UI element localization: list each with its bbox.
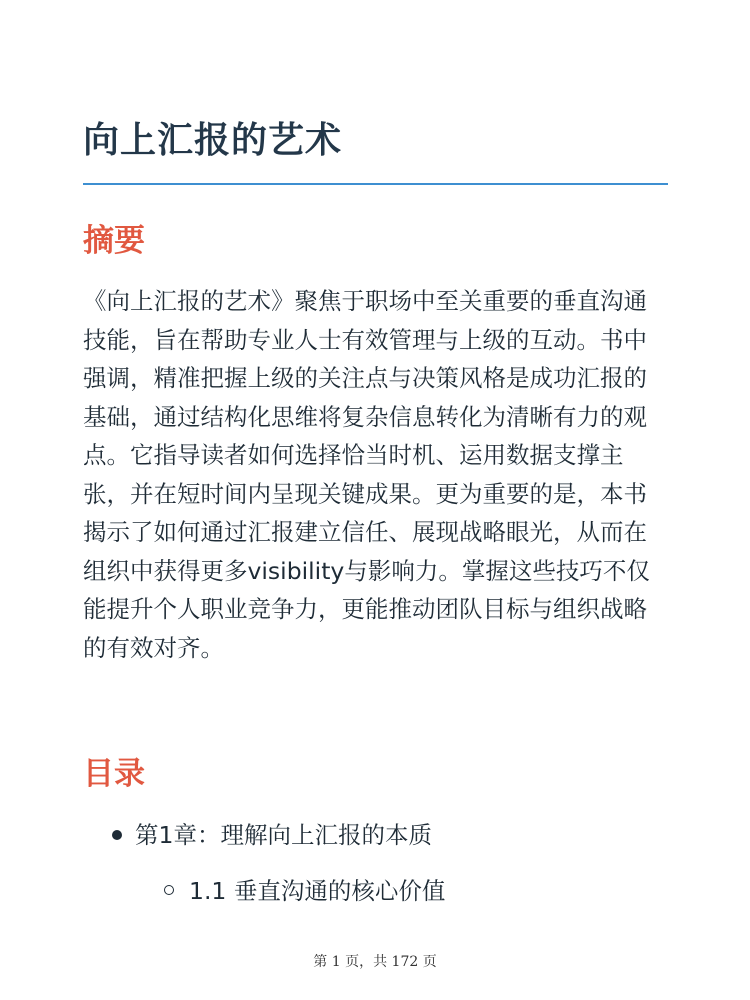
- bullet-circle-icon: [164, 885, 174, 895]
- toc-chapter-item[interactable]: [83, 815, 669, 855]
- abstract-heading: 摘要: [83, 223, 145, 259]
- toc-section-item[interactable]: [83, 871, 669, 911]
- toc-section-label: 1.1 垂直沟通的核心价值: [189, 877, 446, 905]
- bullet-disc-icon: [112, 830, 122, 840]
- page-title: 向上汇报的艺术: [83, 120, 343, 161]
- toc-list: [83, 815, 669, 911]
- abstract-paragraph: 《向上汇报的艺术》聚焦于职场中至关重要的垂直沟通技能，旨在帮助专业人士有效管理与上级的互动。书中强调，精准把握上级的关注点与决策风格是成功汇报的基础，通过结构化思维将复杂信息转化为清晰有力的观点。它指导读者如何选择恰当时机、运用数据支撑主张，并在短时间内呈现关键成果。更为重要的是，本书揭示了如何通过汇报建立信任、展现战略眼光，从而在组织中获得更多visibility与影响力。掌握这些技巧不仅能提升个人职业竞争力，更能推动团队目标与组织战略的有效对齐。: [83, 287, 650, 662]
- toc-heading: 目录: [83, 756, 145, 792]
- toc-chapter-label: 第1章：理解向上汇报的本质: [135, 821, 432, 849]
- title-divider: [83, 183, 668, 185]
- page-footer: 第 1 页，共 172 页: [313, 954, 437, 970]
